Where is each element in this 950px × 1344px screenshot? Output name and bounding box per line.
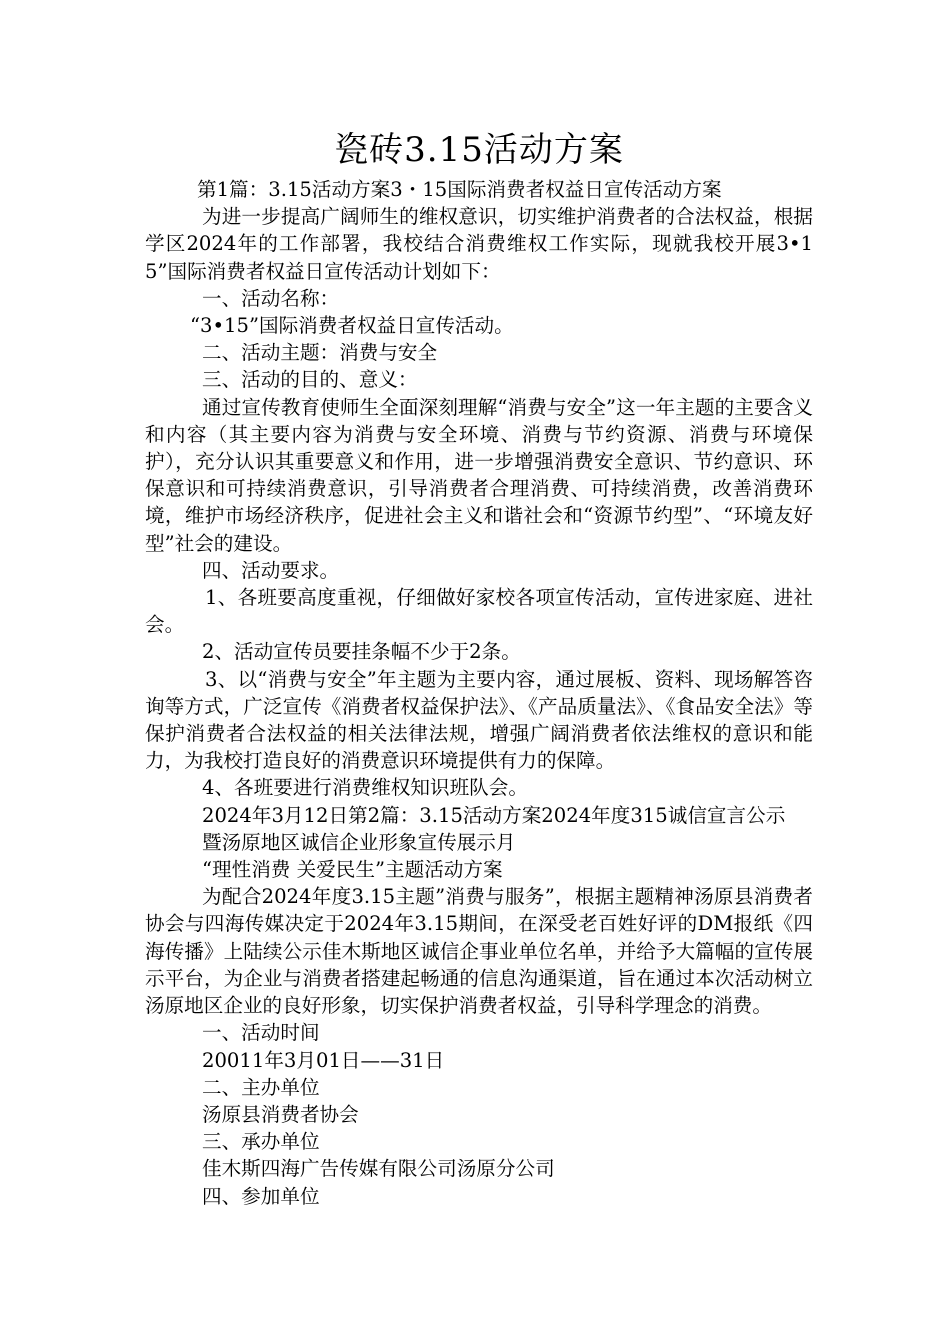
paragraph: 四、活动要求。 bbox=[202, 558, 340, 582]
document-body bbox=[145, 176, 813, 1210]
paragraph: 为配合2024年度3.15主题”消费与服务”，根据主题精神汤原县消费者协会与四海传媒决定于2024年3.15期间，在深受老百姓好评的DM报纸《四海传播》上陆续公示佳木斯地区诚信企事业单位名单，并给予大篇幅的宣传展示平台，为企业与消费者搭建起畅通的信息沟通渠道，旨在通过本次活动树立汤原地区企业的良好形象，切实保护消费者权益，引导科学理念的消费。 bbox=[145, 885, 813, 1018]
paragraph: “理性消费 关爱民生”主题活动方案 bbox=[202, 858, 503, 882]
paragraph: 汤原县消费者协会 bbox=[202, 1102, 359, 1126]
paragraph: 通过宣传教育使师生全面深刻理解“消费与安全”这一年主题的主要含义和内容（其主要内容为消费与安全环境、消费与节约资源、消费与环境保护），充分认识其重要意义和作用，进一步增强消费安全意识、节约意识、环保意识和可持续消费意识，引导消费者合理消费、可持续消费，改善消费环境，维护市场经济秩序，促进社会主义和谐社会和“资源节约型”、“环境友好型”社会的建设。 bbox=[145, 395, 813, 555]
paragraph: 4、各班要进行消费维权知识班队会。 bbox=[202, 776, 528, 800]
paragraph: 20011年3月01日——31日 bbox=[202, 1048, 445, 1072]
paragraph: 三、活动的目的、意义： bbox=[202, 368, 418, 392]
paragraph: 暨汤原地区诚信企业形象宣传展示月 bbox=[202, 830, 516, 854]
paragraph: “3•15”国际消费者权益日宣传活动。 bbox=[190, 314, 514, 338]
paragraph: 二、主办单位 bbox=[202, 1075, 320, 1099]
paragraph: 2024年3月12日第2篇：3.15活动方案2024年度315诚信宣言公示 bbox=[202, 803, 786, 827]
paragraph: 一、活动时间 bbox=[202, 1021, 320, 1045]
paragraph: 2、活动宣传员要挂条幅不少于2条。 bbox=[202, 640, 521, 664]
document-title: 瓷砖3.15活动方案 bbox=[334, 130, 624, 170]
paragraph: 四、参加单位 bbox=[202, 1184, 320, 1208]
paragraph: 佳木斯四海广告传媒有限公司汤原分公司 bbox=[202, 1157, 555, 1181]
paragraph: 一、活动名称： bbox=[202, 286, 340, 310]
paragraph: 3、以“消费与安全”年主题为主要内容，通过展板、资料、现场解答咨询等方式，广泛宣传《消费者权益保护法》、《产品质量法》、《食品安全法》等保护消费者合法权益的相关法律法规，增强广阔消费者依法维权的意识和能力，为我校打造良好的消费意识环境提供有力的保障。 bbox=[145, 667, 813, 773]
paragraph: 1、各班要高度重视，仔细做好家校各项宣传活动，宣传进家庭、进社会。 bbox=[145, 586, 813, 637]
paragraph: 为进一步提高广阔师生的维权意识，切实维护消费者的合法权益，根据学区2024年的工作部署，我校结合消费维权工作实际，现就我校开展3•15”国际消费者权益日宣传活动计划如下： bbox=[145, 205, 813, 283]
paragraph: 二、活动主题：消费与安全 bbox=[202, 341, 438, 365]
paragraph: 第1篇：3.15活动方案3・15国际消费者权益日宣传活动方案 bbox=[197, 178, 722, 201]
paragraph: 三、承办单位 bbox=[202, 1130, 320, 1154]
document-page bbox=[145, 128, 813, 1210]
